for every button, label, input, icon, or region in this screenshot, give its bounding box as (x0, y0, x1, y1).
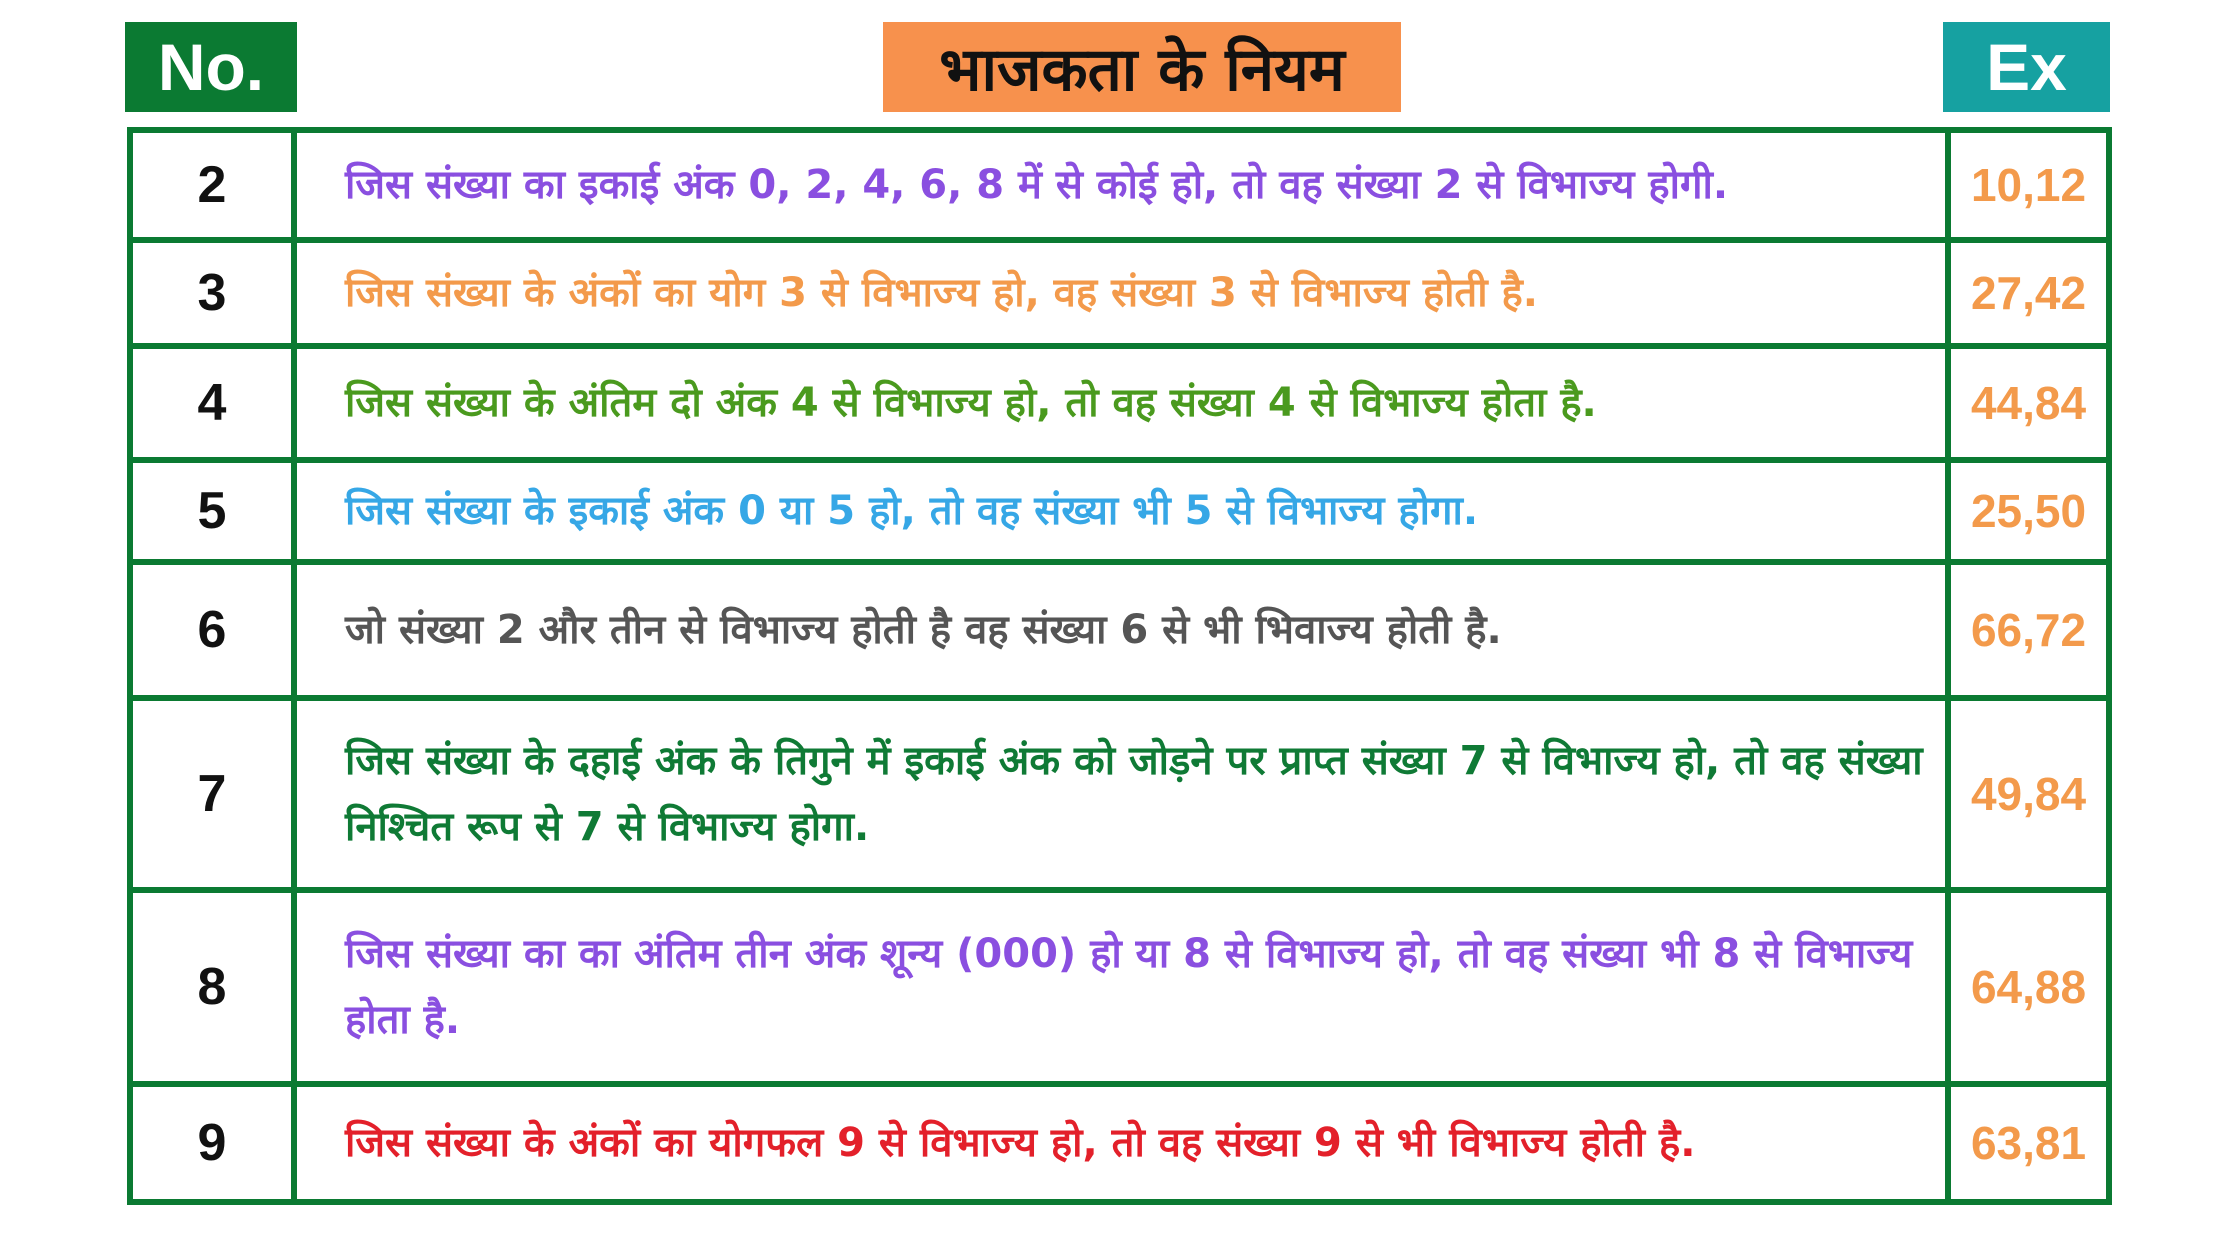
example-values: 27,42 (1948, 240, 2109, 346)
row-number: 9 (130, 1084, 294, 1202)
table-row (130, 562, 2109, 698)
rule-text: जिस संख्या के दहाई अंक के तिगुने में इकाई अंक को जोड़ने पर प्राप्त संख्या 7 से विभाज्य हो, तो वह संख्या निश्चित रूप से 7 से विभाज्य होगा. (294, 698, 1948, 890)
example-values: 63,81 (1948, 1084, 2109, 1202)
row-number: 8 (130, 890, 294, 1084)
table-row (130, 240, 2109, 346)
example-values: 64,88 (1948, 890, 2109, 1084)
table-row (130, 130, 2109, 240)
rule-text: जिस संख्या का इकाई अंक 0, 2, 4, 6, 8 में से कोई हो, तो वह संख्या 2 से विभाज्य होगी. (294, 130, 1948, 240)
table-row (130, 460, 2109, 562)
rule-text: जिस संख्या के अंकों का योगफल 9 से विभाज्य हो, तो वह संख्या 9 से भी विभाज्य होती है. (294, 1084, 1948, 1202)
example-values: 10,12 (1948, 130, 2109, 240)
row-number: 5 (130, 460, 294, 562)
row-number: 2 (130, 130, 294, 240)
row-number: 4 (130, 346, 294, 460)
table-row (130, 698, 2109, 890)
column-header-ex: Ex (1943, 22, 2110, 112)
example-values: 49,84 (1948, 698, 2109, 890)
rule-text: जिस संख्या का का अंतिम तीन अंक शून्य (000) हो या 8 से विभाज्य हो, तो वह संख्या भी 8 से विभाज्य होता है. (294, 890, 1948, 1084)
row-number: 7 (130, 698, 294, 890)
page-title: भाजकता के नियम (883, 22, 1401, 112)
rule-text: जिस संख्या के इकाई अंक 0 या 5 हो, तो वह संख्या भी 5 से विभाज्य होगा. (294, 460, 1948, 562)
rule-text: जिस संख्या के अंतिम दो अंक 4 से विभाज्य हो, तो वह संख्या 4 से विभाज्य होता है. (294, 346, 1948, 460)
table-row (130, 1084, 2109, 1202)
column-header-no: No. (125, 22, 297, 112)
example-values: 66,72 (1948, 562, 2109, 698)
rules-table (127, 127, 2112, 1205)
example-values: 44,84 (1948, 346, 2109, 460)
rule-text: जो संख्या 2 और तीन से विभाज्य होती है वह संख्या 6 से भी भिवाज्य होती है. (294, 562, 1948, 698)
row-number: 3 (130, 240, 294, 346)
table-row (130, 346, 2109, 460)
table-row (130, 890, 2109, 1084)
example-values: 25,50 (1948, 460, 2109, 562)
rule-text: जिस संख्या के अंकों का योग 3 से विभाज्य हो, वह संख्या 3 से विभाज्य होती है. (294, 240, 1948, 346)
row-number: 6 (130, 562, 294, 698)
